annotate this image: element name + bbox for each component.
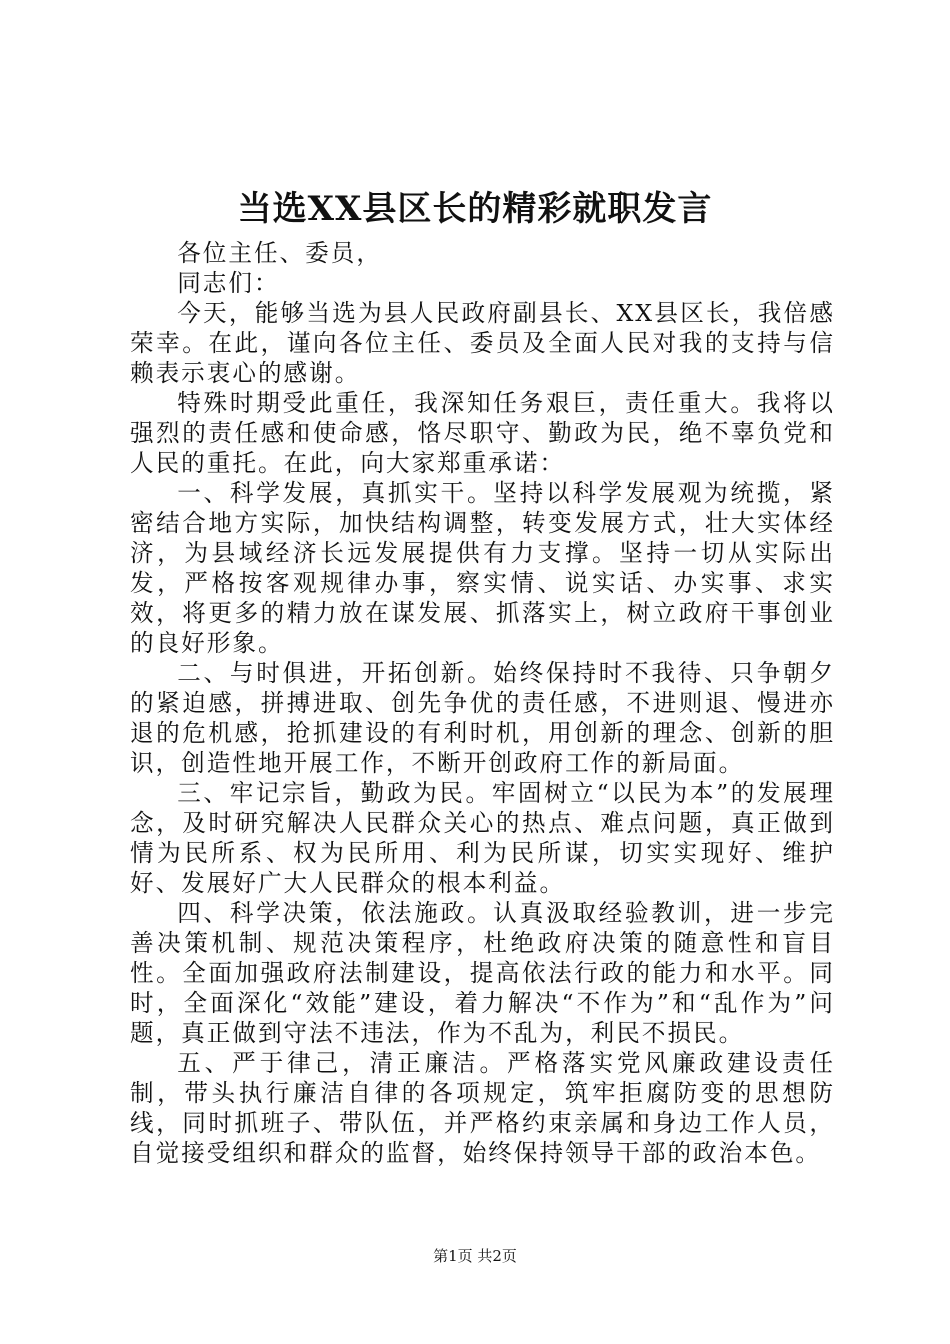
body-paragraph: 四、科学决策，依法施政。认真汲取经验教训，进一步完善决策机制、规范决策程序，杜绝政府决策的随意性和盲目性。全面加强政府法制建设，提高依法行政的能力和水平。同时，全面深化“效能”建设，着力解决“不作为”和“乱作为”问题，真正做到守法不违法，作为不乱为，利民不损民。 <box>130 899 835 1047</box>
body-paragraph: 五、严于律己，清正廉洁。严格落实党风廉政建设责任制，带头执行廉洁自律的各项规定，筑牢拒腐防变的思想防线，同时抓班子、带队伍，并严格约束亲属和身边工作人员，自觉接受组织和群众的监督，始终保持领导干部的政治本色。 <box>130 1049 835 1167</box>
body-paragraph: 特殊时期受此重任，我深知任务艰巨，责任重大。我将以强烈的责任感和使命感，恪尽职守、勤政为民，绝不辜负党和人民的重托。在此，向大家郑重承诺： <box>130 389 835 477</box>
salutation-line: 各位主任、委员， <box>177 239 382 267</box>
body-paragraph: 今天，能够当选为县人民政府副县长、XX县区长，我倍感荣幸。在此，谨向各位主任、委员及全面人民对我的支持与信赖表示衷心的感谢。 <box>130 299 835 387</box>
salutation-line: 同志们： <box>177 269 280 297</box>
document-title: 当选XX县区长的精彩就职发言 <box>237 189 713 229</box>
page-number-footer: 第1页 共2页 <box>433 1247 517 1265</box>
body-paragraph: 三、牢记宗旨，勤政为民。牢固树立“以民为本”的发展理念，及时研究解决人民群众关心的热点、难点问题，真正做到情为民所系、权为民所用、利为民所谋，切实实现好、维护好、发展好广大人民群众的根本利益。 <box>130 779 835 897</box>
body-paragraph: 二、与时俱进，开拓创新。始终保持时不我待、只争朝夕的紧迫感，拼搏进取、创先争优的责任感，不进则退、慢进亦退的危机感，抢抓建设的有利时机，用创新的理念、创新的胆识，创造性地开展工作，不断开创政府工作的新局面。 <box>130 659 835 777</box>
body-paragraph: 一、科学发展，真抓实干。坚持以科学发展观为统揽，紧密结合地方实际，加快结构调整，转变发展方式，壮大实体经济，为县域经济长远发展提供有力支撑。坚持一切从实际出发，严格按客观规律办事，察实情、说实话、办实事、求实效，将更多的精力放在谋发展、抓落实上，树立政府干事创业的良好形象。 <box>130 479 835 657</box>
document-body <box>130 238 835 1168</box>
